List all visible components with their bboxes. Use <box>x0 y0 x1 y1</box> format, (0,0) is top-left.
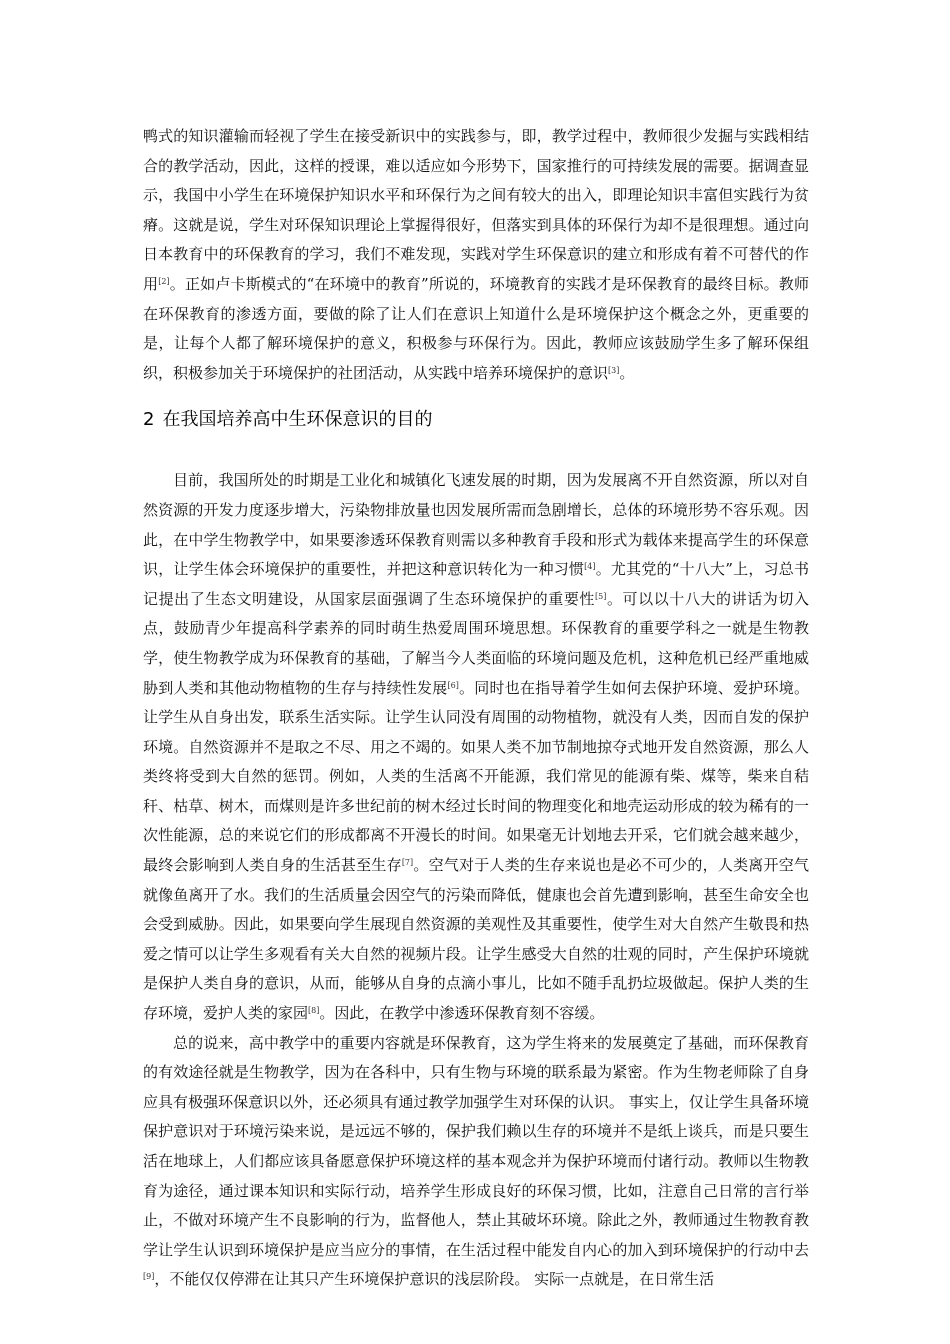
citation-reference: [7] <box>401 858 414 868</box>
paragraph-text: 。因此，在教学中渗透环保教育刻不容缓。 <box>319 1004 605 1023</box>
paragraphs-after-section <box>143 466 809 1295</box>
section-number: 2 <box>143 409 155 431</box>
paragraph-text: 。 <box>619 363 635 382</box>
citation-reference: [8] <box>308 1006 320 1016</box>
paragraph-text: 鸭式的知识灌输而轻视了学生在接受新识中的实践参与，即，教学过程中，教师很少发掘与实践相结合的教学活动，因此，这样的授课，难以适应如今形势下，国家推行的可持续发展的需要。据调查显示，我国中小学生在环境保护知识水平和环保行为之间有较大的出入，即理论知识丰富但实践行为贫瘠。这就是说，学生对环保知识理论上掌握得很好，但落实到具体的环保行为却不是很理想。通过向日本教育中的环保教育的学习，我们不难发现，实践对学生环保意识的建立和形成有着不可替代的作用 <box>143 127 809 293</box>
paragraph-text: 。正如卢卡斯模式的“在环境中的教育”所说的，环境教育的实践才是环保教育的最终目标。教师在环保教育的渗透方面，要做的除了让人们在意识上知道什么是环境保护这个概念之外，更重要的是，让每个人都了解环境保护的意义，积极参与环保行为。因此，教师应该鼓励学生多了解环保组织，积极参加关于环境保护的社团活动，从实践中培养环境保护的意识 <box>143 274 809 382</box>
paragraphs-before-section <box>143 122 809 388</box>
paragraph-text: 。可以以十八大的讲话为切入点，鼓励青少年提高科学素养的同时萌生热爱周围环境思想。环保教育的重要学科之一就是生物教学，使生物教学成为环保教育的基础，了解当今人类面临的环境问题及危机，这种危机已经严重地威胁到人类和其他动物植物的生存与持续性发展 <box>143 589 809 697</box>
section-heading <box>143 406 809 466</box>
paragraph-p3 <box>143 1029 809 1295</box>
paragraph-text: 。尤其党的“十八大”上，习总书记提出了生态文明建设，从国家层面强调了生态环境保护的重要性 <box>143 560 809 608</box>
citation-reference: [6] <box>447 680 459 690</box>
document-body <box>143 122 809 1295</box>
paragraph-p2 <box>143 466 809 1028</box>
paragraph-text: 总的说来，高中教学中的重要内容就是环保教育，这为学生将来的发展奠定了基础，而环保教育的有效途径就是生物教学，因为在各科中，只有生物与环境的联系最为紧密。作为生物老师除了自身应具有极强环保意识以外，还必须具有通过教学加强学生对环保的认识。 事实上，仅让学生具备环境保护意识对于环境污染来说，是远远不够的，保护我们赖以生存的环境并不是纸上谈兵，而是只要生活在地球上，人们都应该具备愿意保护环境这样的基本观念并为保护环境而付诸行动。教师以生物教育为途径，通过课本知识和实际行动，培养学生形成良好的环保习惯，比如，注意自己日常的言行举止，不做对环境产生不良影响的行为，监督他人，禁止其破坏环境。除此之外，教师通过生物教育教学让学生认识到环境保护是应当应分的事情，在生活过程中能发自内心的加入到环境保护的行动中去 <box>143 1033 809 1259</box>
citation-reference: [9] <box>143 1272 155 1282</box>
paragraph-text: 。同时也在指导着学生如何去保护环境、爱护环境。让学生从自身出发，联系生活实际。让学生认同没有周围的动物植物，就没有人类，因而自发的保护环境。自然资源并不是取之不尽、用之不竭的。如果人类不加节制地掠夺式地开发自然资源，那么人类终将受到大自然的惩罚。例如，人类的生活离不开能源，我们常见的能源有柴、煤等，柴来自秸秆、枯草、树木，而煤则是许多世纪前的树木经过长时间的物理变化和地壳运动形成的较为稀有的一次性能源，总的来说它们的形成都离不开漫长的时间。如果毫无计划地去开采，它们就会越来越少，最终会影响到人类自身的生活甚至生存 <box>143 678 809 875</box>
paragraph-p1 <box>143 122 809 388</box>
citation-reference: [3] <box>608 365 620 375</box>
citation-reference: [5] <box>595 591 607 601</box>
paragraph-text: 目前，我国所处的时期是工业化和城镇化飞速发展的时期，因为发展离不开自然资源，所以对自然资源的开发力度逐步增大，污染物排放量也因发展所需而急剧增长，总体的环境形势不容乐观。因此，在中学生物教学中，如果要渗透环保教育则需以多种教育手段和形式为载体来提高学生的环保意识，让学生体会环境保护的重要性，并把这种意识转化为一种习惯 <box>143 471 809 579</box>
paragraph-text: 。空气对于人类的生存来说也是必不可少的，人类离开空气就像鱼离开了水。我们的生活质量会因空气的污染而降低，健康也会首先遭到影响，甚至生命安全也会受到威胁。因此，如果要向学生展现自然资源的美观性及其重要性，使学生对大自然产生敬畏和热爱之情可以让学生多观看有关大自然的视频片段。让学生感受大自然的壮观的同时，产生保护环境就是保护人类自身的意识，从而，能够从自身的点滴小事儿，比如不随手乱扔垃圾做起。保护人类的生存环境，爱护人类的家园 <box>143 856 809 1023</box>
section-title: 在我国培养高中生环保意识的目的 <box>162 409 433 431</box>
citation-reference: [2] <box>158 277 170 287</box>
paragraph-text: ，不能仅仅停滞在让其只产生环境保护意识的浅层阶段。 实际一点就是，在日常生活 <box>154 1270 715 1289</box>
citation-reference: [4] <box>584 562 596 572</box>
